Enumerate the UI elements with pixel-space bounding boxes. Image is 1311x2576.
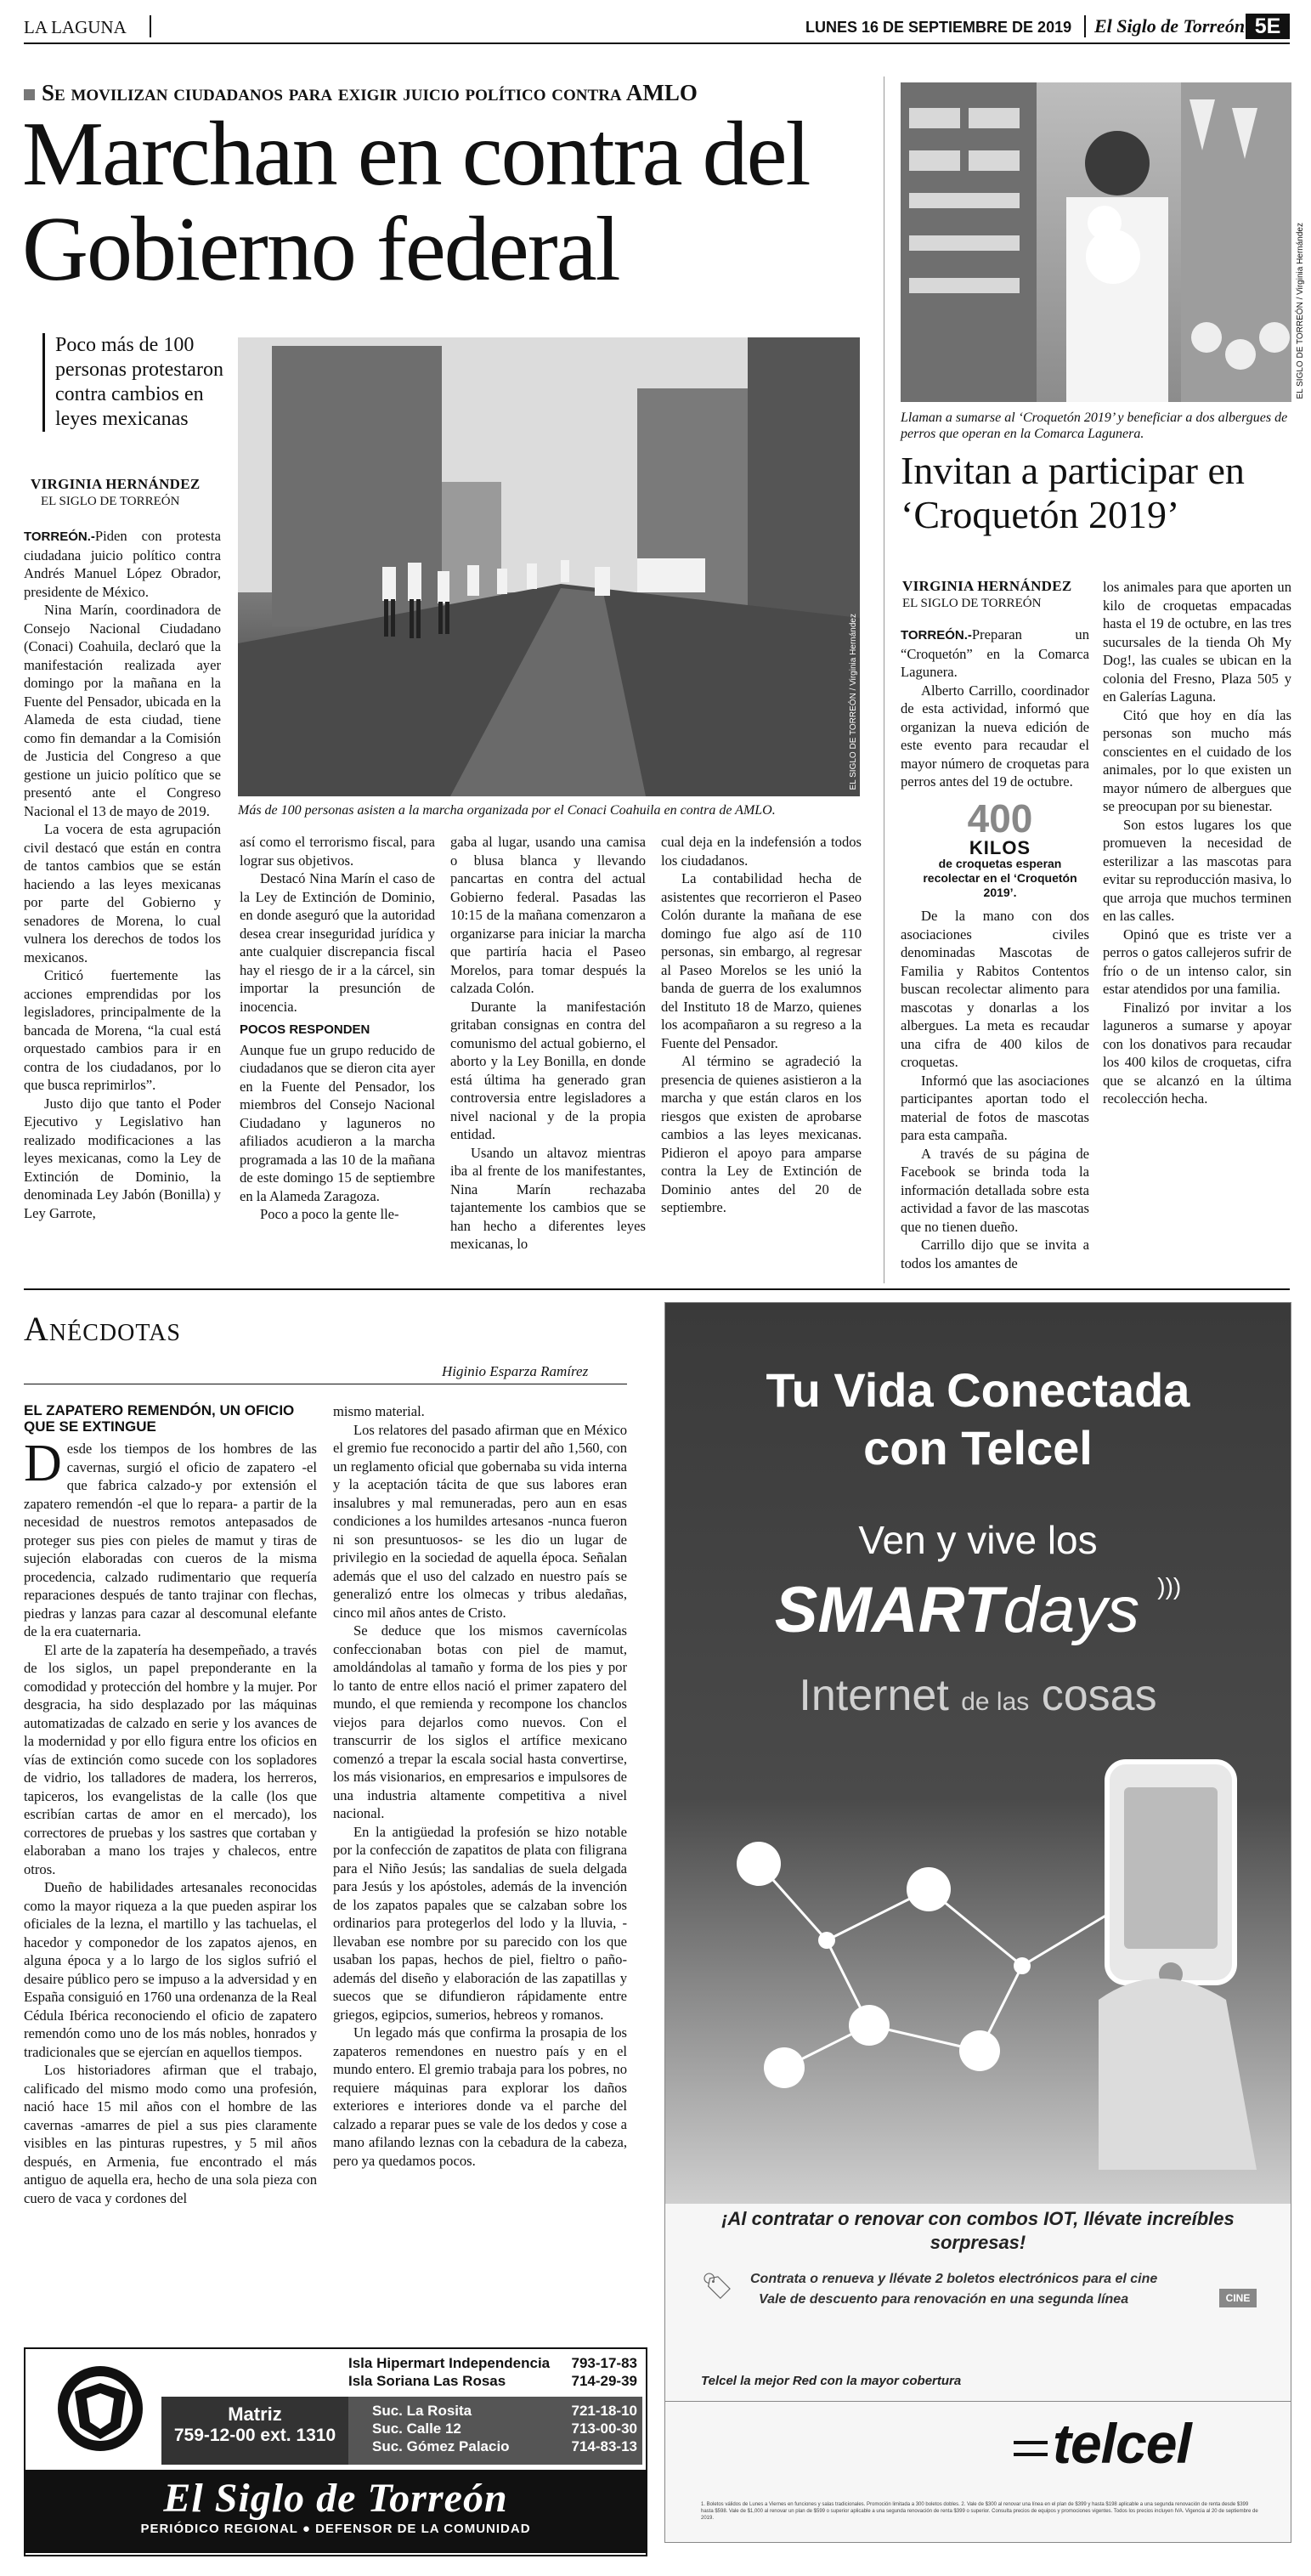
iot-line	[665, 1670, 1291, 1721]
main-col3-p2: Durante la manifestación gritaban consignas en contra del comunismo del actual gobierno, el aborto y la Ley Bonilla, en donde está última ha generado gran controversia entre legisladores a nivel nacional y de la propia entidad.	[450, 998, 646, 1142]
side-col1-p4: Informó que las asociaciones participantes aportan todo el material de fotos de mascotas para esta campaña.	[901, 1072, 1089, 1143]
branches-bottom-box	[348, 2397, 642, 2465]
telcel-title-1: Tu Vida Conectada	[766, 1363, 1190, 1417]
side-col1-lead	[901, 626, 1089, 682]
kicker	[24, 80, 890, 106]
main-col2-p2: Destacó Nina Marín el caso de la Ley de Extinción de Dominio, en donde aseguró que la autoridad desea crear inseguridad jurídica y ante cualquier discrepancia fiscal hay el riesgo de ir a la cárcel, sin importar la presunción de inocencia.	[240, 870, 435, 1015]
main-col3-p3: Usando un altavoz mientras iba al frente de los manifestantes, Nina Marín rechazaba tajantemente los cambios que se han hecho a diferentes leyes mexicanas, lo	[450, 1144, 646, 1252]
branch-row	[348, 2372, 637, 2390]
side-dateline: TORREÓN.-	[901, 628, 972, 643]
main-column-1	[24, 527, 221, 1222]
side-col1-p3: De la mano con dos asociaciones civiles denominadas Mascotas de Familia y Rabitos Contentos buscan recolectar alimento para mascotas y donarlas a los albergues. La meta es recaudar una cifra de 400 kilos de croquetas.	[901, 908, 1089, 1070]
branch-row	[348, 2420, 642, 2437]
main-byline: VIRGINIA HERNÁNDEZ	[31, 476, 201, 492]
main-col4-p3: Al término se agradeció la presencia de quienes asistieron a la marcha y que están claros en los riesgos que existen de aprobarse cambios a las leyes mexicanas. Pidieron el apoyo para amparse contra la Ley de Extinción de Dominio antes del 20 de septiembre.	[661, 1053, 862, 1215]
main-col4-p1: cual deja en la indefensión a todos los ciudadanos.	[661, 834, 862, 869]
main-caption: Más de 100 personas asisten a la marcha organizada por el Conaci Coahuila en contra de AMLO.	[238, 803, 776, 818]
branch-phone: 713-00-30	[571, 2420, 637, 2437]
telcel-legal: 1. Boletos válidos de Lunes a Viernes en funciones y salas tradicionales. Promoción limitada a 300 boletos dobles. 2. Vale de $300 al renovar una línea en el plan de $399 y hasta $198 aplicable a una segunda renovación de renta desde $399 hasta $598. Vale de $1,000 al renovar un plan de $599 o superior aplicable a una segunda renovación de renta $399 o superior. Consulta precios de equipos y promociones vigentes. Todos los precios incluyen IVA. Vigencia al 20 de septiembre de 2019.	[701, 2502, 1258, 2521]
price-tag-icon: 🏷	[701, 2273, 734, 2301]
telcel-logo-mark	[1014, 2441, 1048, 2456]
side-byline-org: EL SIGLO DE TORREÓN	[902, 597, 1042, 610]
kicker-bullet	[24, 89, 35, 100]
drop-cap: D	[24, 1435, 62, 1492]
branch-phone: 714-83-13	[571, 2438, 637, 2454]
side-column-1	[901, 626, 1089, 1272]
section-rule	[24, 1288, 1290, 1290]
main-col1-p4: Criticó fuertemente las acciones emprendidas por los legisladores, principalmente de la bancada de Morena, “la cual está orquestado cambios para ir en contra de los ciudadanos, por lo que busca reprimirlos”.	[24, 967, 221, 1093]
main-byline-org: EL SIGLO DE TORREÓN	[41, 495, 180, 508]
smart-text: SMART	[774, 1574, 1003, 1646]
tagline-a: PERIÓDICO REGIONAL	[140, 2522, 298, 2536]
side-col1-p1: Preparan un “Croquetón” en la Comarca Lagunera.	[901, 626, 1089, 680]
main-dateline: TORREÓN.-	[24, 529, 95, 544]
side-photo-credit: EL SIGLO DE TORREÓN / Virginia Hernández	[1296, 222, 1305, 399]
side-column-2	[1103, 578, 1291, 1108]
telcel-title-2: con Telcel	[863, 1421, 1093, 1475]
callout-number: 400	[967, 795, 1033, 841]
telcel-sub: Ven y vive los	[858, 1518, 1098, 1562]
callout-unit: KILOS	[969, 836, 1031, 858]
siglo-logo-text: El Siglo de Torreón	[163, 2476, 508, 2521]
main-column-3	[450, 833, 646, 1254]
branch-phone: 714-29-39	[571, 2373, 637, 2389]
callout-text: de croquetas esperan recolectar en el ‘Croquetón 2019’.	[923, 857, 1077, 899]
main-headline: Marchan en contra del Gobierno federal	[22, 104, 810, 300]
anecdotas-author: Higinio Esparza Ramírez	[442, 1363, 589, 1379]
side-col2-p4: Opinó que es triste ver a perros o gatos callejeros sufrir de frío o de un intenso calor, sin estar atendidos por una familia.	[1103, 926, 1291, 997]
iot-network-illustration	[699, 1745, 1257, 2170]
telcel-ad[interactable]	[664, 1302, 1291, 2543]
branch-name: Suc. Gómez Palacio	[372, 2438, 510, 2454]
main-column-2	[240, 833, 435, 1224]
anecdotas-col2-p4: En la antigüedad la profesión se hizo notable por la confección de zapatitos de plata con filigrana para el Niño Jesús; las sandalias de suela delgada para Jesús y los apóstoles, además de la invención de los zapatos papales que se calzaban sobre los ordinarios para protegerlos del lodo y la lluvia, -llevaban ese nombre por su parecido con los que usaban los papas, hechos de piel, fieltro o paño- además del diseño y elaboración de las zapatillas y suecos que se difundieron rápidamente entre griegos, egipcios, sumerios, hebreos y romanos.	[333, 1823, 627, 2023]
march-photo-illustration	[238, 337, 860, 796]
anecdotas-col1-p3: Dueño de habilidades artesanales reconocidas como la mayor riqueza a la que pueden aspirar los oficiales de la lezna, el martillo y las tachuelas, el hacedor y componedor de los zapatos ajenos, en alguna época y a lo largo de los siglos sufrió el desaire público pero se impuso a la adversidad y en España consiguió en 1760 una ordenanza de la Real Cédula Ibérica reconociendo el oficio de zapatero remendón como uno de los más nobles, honrados y tradicionales que se ejercían en aquellos tiempos.	[24, 1879, 317, 2060]
main-photo	[238, 337, 860, 796]
branch-name: Suc. La Rosita	[372, 2403, 472, 2419]
main-col1-p1: Piden con protesta ciudadana juicio político contra Andrés Manuel López Obrador, presidente de México.	[24, 528, 221, 600]
smartdays-logo	[665, 1573, 1291, 1647]
branch-row	[348, 2402, 642, 2420]
branch-row	[348, 2354, 637, 2372]
main-column-4	[661, 833, 862, 1217]
internet-text: Internet	[799, 1671, 962, 1720]
dog-store-illustration	[901, 82, 1291, 402]
main-subhead: POCOS RESPONDEN	[240, 1022, 370, 1037]
page-header	[24, 12, 1290, 44]
anecdotas-col1-p2: El arte de la zapatería ha desempeñado, a través de los siglos, un papel preponderante en la comodidad y protección del hombre y la mujer. Por desgracia, ha sido desplazado por las máquinas automatizadas de calzado en serie y los avances de la modernidad y por ello figura entre los oficios en vías de extinción como sucede con los sopladores de vidrio, los talladores de madera, los herreros, tapiceros, los evangelistas de la calle (los que escribían cartas de amor en el mercado), los correctores de pruebas y los sastres que cortaban y elaboraban a mano los trajes y chalecos, entre otros.	[24, 1641, 317, 1877]
main-col1-p5: Justo dijo que tanto el Poder Ejecutivo y Legislativo han realizado modificaciones a las leyes mexicanas, como la Ley de Extinción de Dominio, la denominada Ley Jabón (Bonilla) y Ley Garrote,	[24, 1095, 221, 1221]
tagline-dot: ●	[302, 2522, 316, 2536]
anecdotas-col2-p3: Se deduce que los mismos cavernícolas confeccionaban botas con piel de mamut, amoldándolas al tamaño y forma de los pies y por lo tanto de entre ellos nació el primer zapatero del mundo, el que remienda y recompone los chanclos viejos para dejarlos como nuevos. Con el transcurrir de los siglos el artífice mexicano comenzó a trepar la escala social hasta convertirse, los más visionarios, en empresarios e impulsores de una industria altamente competitiva a nivel nacional.	[333, 1622, 627, 1821]
matriz-phone: 759-12-00 ext. 1310	[173, 2426, 336, 2445]
side-col1-p6: Carrillo dijo que se invita a todos los amantes de	[901, 1237, 1089, 1271]
branch-name: Suc. Calle 12	[372, 2420, 461, 2437]
side-caption: Llaman a sumarse al ‘Croquetón 2019’ y beneficiar a dos albergues de perros que operan en la Comarca Lagunera.	[901, 410, 1288, 441]
telcel-logo	[1014, 2411, 1191, 2476]
side-headline: Invitan a participar en ‘Croquetón 2019’	[901, 449, 1245, 536]
cine-badge: CINE	[1219, 2289, 1257, 2307]
anecdotas-lead	[24, 1435, 317, 1641]
side-col2-p1: los animales para que aporten un kilo de croquetas empacadas hasta el 19 de octubre, en las tres sucursales de la tienda Oh My Dog!, las cuales se ubican en la colonia del Fresno, Plaza 505 y en Galerías Laguna.	[1103, 579, 1291, 705]
main-col1-lead	[24, 527, 221, 601]
anecdotas-headline: EL ZAPATERO REMENDÓN, UN OFICIO QUE SE EXTINGUE	[24, 1402, 295, 1435]
main-col4-p2: La contabilidad hecha de asistentes que recorrieron el Paseo Colón durante la mañana de ese domingo fue algo así de 110 personas, sin embargo, al regresar al Paseo Morelos se les unió la banda de guerra de los exalumnos del Instituto 18 de Marzo, quienes los acompañaron a su regreso a la Fuente del Pensador.	[661, 870, 862, 1051]
croqueton-callout	[911, 795, 1089, 901]
section-label: LA LAGUNA	[24, 17, 127, 37]
side-col2-p3: Son estos lugares los que promueven la necesidad de esterilizar a las mascotas para evitar su reproducción masiva, lo que arroja que muchos terminen en las calles.	[1103, 816, 1291, 924]
side-byline: VIRGINIA HERNÁNDEZ	[902, 578, 1072, 594]
branch-name: Isla Soriana Las Rosas	[348, 2373, 506, 2389]
anecdotas-col2-p1: mismo material.	[333, 1403, 425, 1419]
anecdotas-column-2	[333, 1402, 627, 2170]
signal-icon: )))	[1157, 1573, 1182, 1599]
main-col2-p3: Aunque fue un grupo reducido de ciudadanos que se dieron cita ayer en la Fuente del Pensador, los miembros del Consejo Nacional Ciudadano y laguneros no afiliados acudieron a la marcha programada a las 10 de la mañana de este domingo 15 de septiembre en la Alameda Zaragoza.	[240, 1041, 435, 1204]
matriz-label: Matriz	[228, 2403, 282, 2425]
date-label: LUNES 16 DE SEPTIEMBRE DE 2019	[805, 19, 1072, 36]
section-divider	[150, 15, 151, 37]
side-photo	[901, 82, 1305, 402]
branch-name: Isla Hipermart Independencia	[348, 2355, 551, 2371]
telcel-slogan: Telcel la mejor Red con la mayor cobertura	[701, 2374, 962, 2388]
days-text: days	[1003, 1574, 1140, 1646]
main-col1-p2: Nina Marín, coordinadora de Consejo Nacional Ciudadano (Conaci) Coahuila, declaró que la manifestación realizada ayer domingo por la mañana en la Fuente del Pensador, ubicada en la Alameda de esta ciudad, tiene como fin demandar a la Comisión de Justicia del Congreso a que gestione un juicio político que se presentó ante el Congreso Nacional el 13 de mayo de 2019.	[24, 602, 221, 819]
branch-phone: 721-18-10	[571, 2403, 637, 2419]
branch-row	[348, 2437, 642, 2455]
main-col2-p1: así como el terrorismo fiscal, para lograr sus objetivos.	[240, 834, 435, 869]
anecdotas-col2-p5: Un legado más que confirma la prosapia de los zapateros remendones en nuestro país y en el mundo entero. El gremio trabaja para los pobres, no requiere máquinas para explorar los daños exteriores e interiores donde va el parche del calzado a reparar pues se vale de los dedos y cose a mano afilando leznas con la cebadura de la cabeza, pero ya quedamos pocos.	[333, 2024, 627, 2169]
telcel-offer-1: Contrata o renueva y llévate 2 boletos electrónicos para el cine	[750, 2272, 1158, 2286]
branch-phone: 793-17-83	[571, 2355, 637, 2371]
anecdotas-col1-p1: esde los tiempos de los hombres de las cavernas, surgió el oficio de zapatero -el que fabrica calzado-y por extensión el zapatero remendón -el que lo repara- a partir de la necesidad de nuestros remotos antepasados de proteger sus pies con pieles de mamut y tiras de sujeción elaboradas con cueros de la misma procedencia, calzado rudimentario que requería reparaciones después de tanto trajinar con flechas, piedras y lanzas para cazar al descomunal elefante de la era cuaternaria.	[24, 1441, 317, 1639]
main-col3-p1: gaba al lugar, usando una camisa o blusa blanca y llevando pancartas en contra del actual Gobierno federal. Pasadas las 10:15 de la mañana comenzaron a organizarse para iniciar la marcha que partiría hacia el Paseo Morelos, para tomar después la calzada Colón.	[450, 834, 646, 996]
tagline-b: DEFENSOR DE LA COMUNIDAD	[315, 2522, 531, 2536]
matriz-box	[161, 2397, 348, 2465]
anecdotas-col1-p4: Los historiadores afirman que el trabajo, calificado del mismo modo como una profesión, nació hace 15 mil años con el hombre de las cavernas -amarres de piel a sus pies claramente visibles en las pinturas rupestres, y 5 mil años después, en Armenia, fue encontrado el más antiguo de aquella era, hecho de una sola pieza con cuero de vaca y cordones del	[24, 2062, 317, 2206]
telcel-brand: telcel	[1053, 2412, 1191, 2475]
side-col1-p5: A través de su página de Facebook se brinda toda la información detallada sobre esta actividad a favor de las mascotas que no tienen dueño.	[901, 1145, 1089, 1235]
anecdotas-title: Anécdotas	[24, 1310, 181, 1348]
anecdotas-column-1	[24, 1435, 317, 2207]
anecdotas-col2-p2: Los relatores del pasado afirman que en México el gremio fue reconocido a partir del año 1,560, con un reglamento oficial que gobernaba su vida interna y la aceptación tácita de que sus labores eran insalubres y mal remuneradas, pero aun en esas condiciones a los humildes artesanos -nunca fueron ni son presuntuosos- se les dio un lugar de privilegio en la sociedad de aquella época. Señalan además que el uso del calzado en nuestro país se generalizó entre los olmecas y tribus aledañas, cinco mil años antes de Cristo.	[333, 1421, 627, 1621]
deck: Poco más de 100 personas protestaron contra cambios en leyes mexicanas	[42, 333, 225, 432]
telcel-promo-box: ¡Al contratar o renovar con combos IOT, llévate increíbles sorpresas!	[721, 2208, 1235, 2253]
cosas-text: cosas	[1029, 1671, 1157, 1720]
siglo-tagline	[25, 2522, 646, 2536]
paper-name: El Siglo de Torreón	[1094, 15, 1246, 37]
header-divider	[1084, 15, 1086, 37]
siglo-emblem-icon	[49, 2358, 151, 2460]
side-col1-p2: Alberto Carrillo, coordinador de esta actividad, informó que organizan la nueva edición de este evento para recaudar el mayor número de croquetas para perros antes del 19 de octubre.	[901, 682, 1089, 790]
side-col2-p5: Finalizó por invitar a los laguneros a sumarse y apoyar con los donativos para recaudar los 400 kilos de croquetas, cifra que se alcanzó en la última recolección hecha.	[1103, 999, 1291, 1107]
siglo-ad[interactable]	[24, 2347, 647, 2556]
siglo-logo-bar	[25, 2470, 646, 2553]
main-col2-p4: Poco a poco la gente lle-	[260, 1206, 399, 1222]
de-las-text: de las	[961, 1688, 1030, 1716]
telcel-offer-2: Vale de descuento para renovación en una segunda línea	[759, 2292, 1129, 2307]
main-col1-p3: La vocera de esta agrupación civil destacó que están en contra de tantos cambios que se están haciendo a las leyes mexicanas por parte del Gobierno y senadores de Morena, lo cual vulnera los derechos de todos los mexicanos.	[24, 821, 221, 965]
main-photo-credit: EL SIGLO DE TORREÓN / Virginia Hernández	[849, 613, 858, 790]
kicker-text: Se movilizan ciudadanos para exigir juicio político contra AMLO	[42, 80, 698, 105]
branches-top	[348, 2354, 637, 2390]
page-number: 5E	[1246, 14, 1290, 39]
side-col2-p2: Citó que hoy en día las personas son mucho más conscientes en el cuidado de los animales, por lo que existen un mayor número de albergues que se preocupan por su bienestar.	[1103, 706, 1291, 814]
telcel-slogan-rule	[665, 2401, 1291, 2402]
